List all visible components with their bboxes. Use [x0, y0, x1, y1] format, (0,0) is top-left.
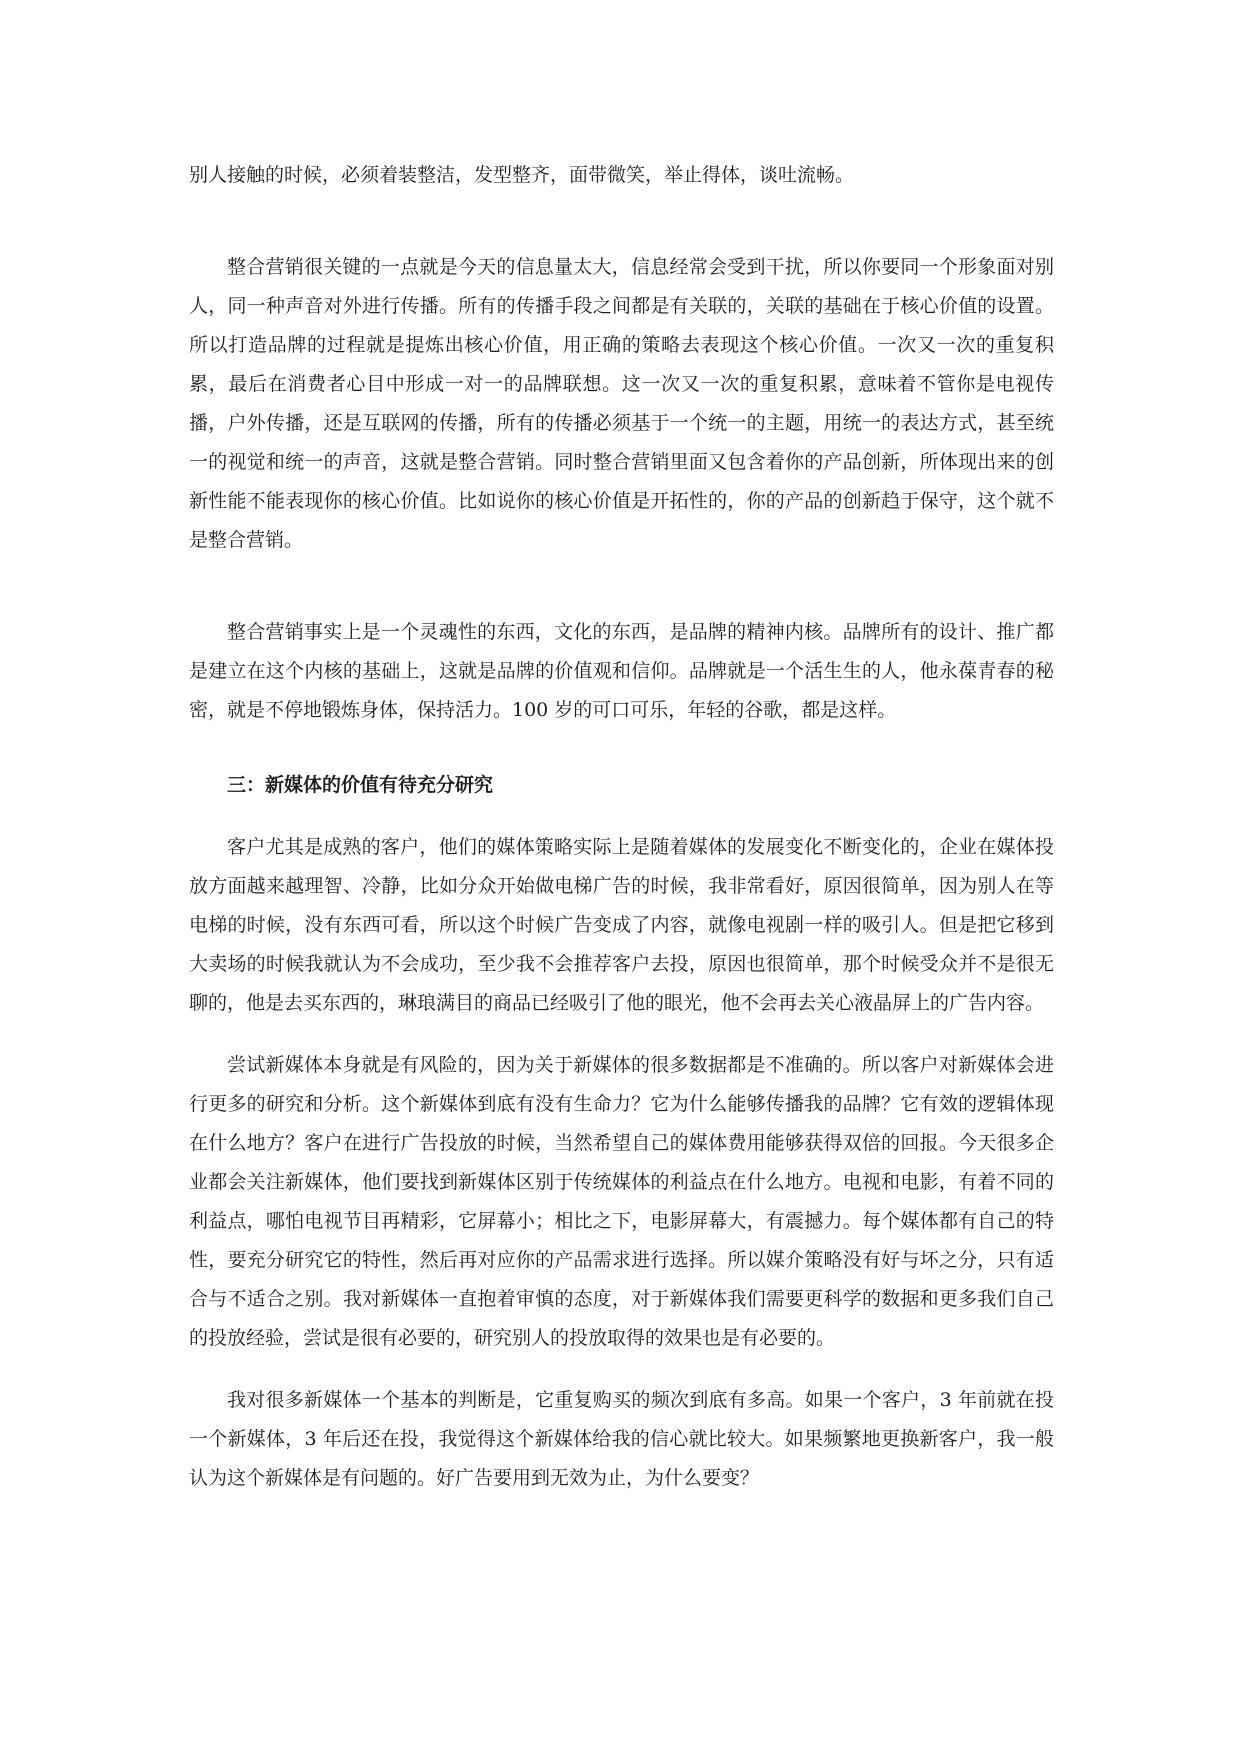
- paragraph-brand-core: 整合营销事实上是一个灵魂性的东西，文化的东西，是品牌的精神内核。品牌所有的设计、推广都是建立在这个内核的基础上，这就是品牌的价值观和信仰。品牌就是一个活生生的人，他永葆青春的秘密，就是不停地锻炼身体，保持活力。100 岁的可口可乐，年轻的谷歌，都是这样。: [189, 621, 1054, 721]
- paragraph-new-media-risk: 尝试新媒体本身就是有风险的，因为关于新媒体的很多数据都是不准确的。所以客户对新媒体会进行更多的研究和分析。这个新媒体到底有没有生命力？它为什么能够传播我的品牌？它有效的逻辑体现在什么地方？客户在进行广告投放的时候，当然希望自己的媒体费用能够获得双倍的回报。今天很多企业都会关注新媒体，他们要找到新媒体区别于传统媒体的利益点在什么地方。电视和电影，有着不同的利益点，哪怕电视节目再精彩，它屏幕小；相比之下，电影屏幕大，有震撼力。每个媒体都有自己的特性，要充分研究它的特性，然后再对应你的产品需求进行选择。所以媒介策略没有好与坏之分，只有适合与不适合之别。我对新媒体一直抱着审慎的态度，对于新媒体我们需要更科学的数据和更多我们自己的投放经验，尝试是很有必要的，研究别人的投放取得的效果也是有必要的。: [189, 1054, 1054, 1349]
- section-heading: 三：新媒体的价值有待充分研究: [227, 774, 494, 796]
- paragraph-media-strategy: 客户尤其是成熟的客户，他们的媒体策略实际上是随着媒体的发展变化不断变化的，企业在媒体投放方面越来越理智、冷静，比如分众开始做电梯广告的时候，我非常看好，原因很简单，因为别人在等电梯的时候，没有东西可看，所以这个时候广告变成了内容，就像电视剧一样的吸引人。但是把它移到大卖场的时候我就认为不会成功，至少我不会推荐客户去投，原因也很简单，那个时候受众并不是很无聊的，他是去买东西的，琳琅满目的商品已经吸引了他的眼光，他不会再去关心液晶屏上的广告内容。: [189, 836, 1054, 1014]
- document-page: [189, 156, 1054, 1498]
- paragraph-integrated-marketing: 整合营销很关键的一点就是今天的信息量太大，信息经常会受到干扰，所以你要同一个形象面对别人，同一种声音对外进行传播。所有的传播手段之间都是有关联的，关联的基础在于核心价值的设置。所以打造品牌的过程就是提炼出核心价值，用正确的策略去表现这个核心价值。一次又一次的重复积累，最后在消费者心目中形成一对一的品牌联想。这一次又一次的重复积累，意味着不管你是电视传播，户外传播，还是互联网的传播，所有的传播必须基于一个统一的主题，用统一的表达方式，甚至统一的视觉和统一的声音，这就是整合营销。同时整合营销里面又包含着你的产品创新，所体现出来的创新性能不能表现你的核心价值。比如说你的核心价值是开拓性的，你的产品的创新趋于保守，这个就不是整合营销。: [189, 256, 1054, 551]
- paragraph-repeat-purchase: 我对很多新媒体一个基本的判断是，它重复购买的频次到底有多高。如果一个客户，3 年前就在投一个新媒体，3 年后还在投，我觉得这个新媒体给我的信心就比较大。如果频繁地更换新客户，我一般认为这个新媒体是有问题的。好广告要用到无效为止，为什么要变？: [189, 1389, 1054, 1489]
- paragraph-continuation: 别人接触的时候，必须着装整洁，发型整齐，面带微笑，举止得体，谈吐流畅。: [189, 164, 855, 186]
